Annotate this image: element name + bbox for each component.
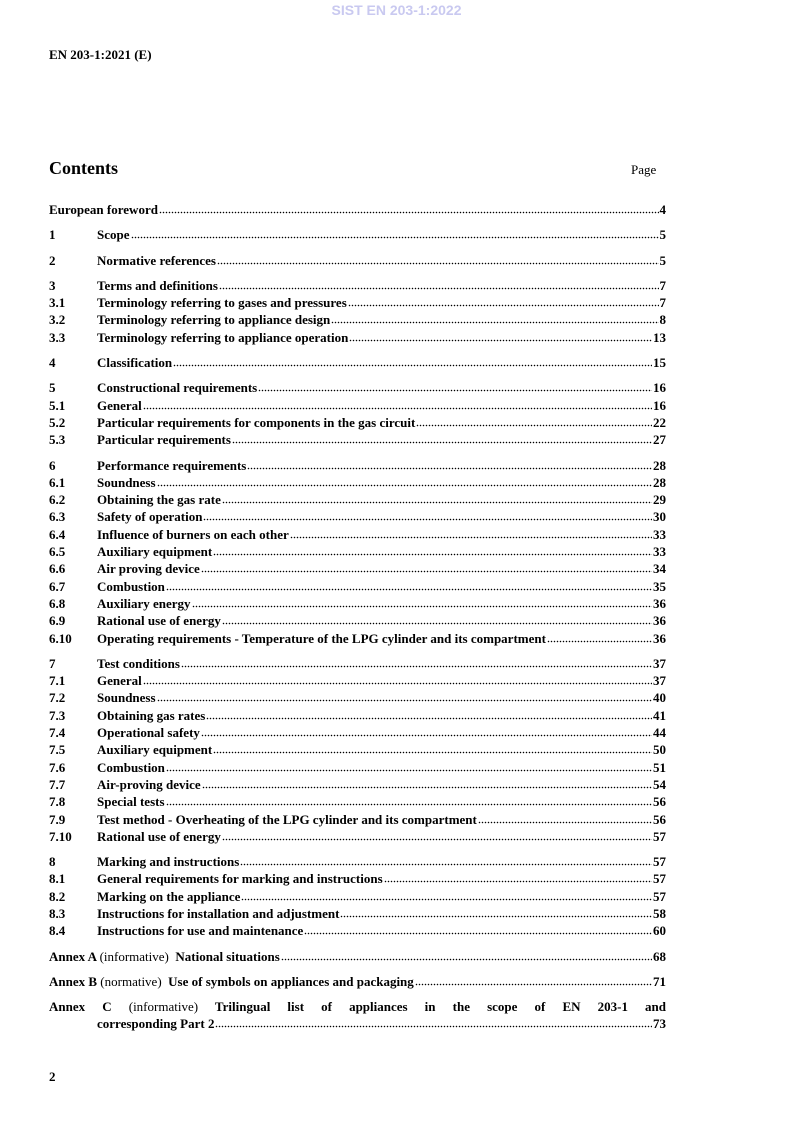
toc-entry[interactable]: [49, 828, 666, 845]
toc-entry-page: 22: [653, 414, 666, 430]
toc-section: [49, 277, 666, 346]
toc-section: [49, 655, 666, 845]
toc-entry-number: 7.7: [49, 776, 66, 792]
toc-entry-number: 6.9: [49, 613, 66, 629]
dot-leader: [258, 382, 652, 392]
toc-entry-number: 7.6: [49, 759, 66, 775]
toc-entry-title: Air-proving device: [97, 776, 201, 792]
toc-entry[interactable]: [49, 672, 666, 689]
toc-entry-page: 50: [653, 742, 666, 758]
toc-section: [49, 201, 666, 218]
toc-entry-page: 41: [653, 707, 666, 723]
toc-entry-number: 8.2: [49, 888, 66, 904]
toc-section: [49, 354, 666, 371]
toc-entry-number: 6.2: [49, 492, 66, 508]
toc-entry-title: Terminology referring to appliance design: [97, 312, 331, 328]
toc-entry-page: 35: [653, 578, 666, 594]
toc-annex-entry[interactable]: [49, 998, 666, 1033]
dot-leader: [173, 357, 652, 367]
dot-leader: [213, 546, 652, 556]
dot-leader: [222, 831, 652, 841]
toc-entry-number: 8.1: [49, 871, 66, 887]
toc-entry-page: 57: [653, 888, 666, 904]
dot-leader: [166, 762, 652, 772]
dot-leader: [340, 908, 652, 918]
toc-entry-number: 7.2: [49, 690, 66, 706]
toc-entry-title: Influence of burners on each other: [97, 526, 289, 542]
dot-leader: [348, 297, 659, 307]
toc-entry-page: 57: [653, 854, 666, 870]
dot-leader: [213, 744, 652, 754]
dot-leader: [203, 511, 652, 521]
dot-leader: [232, 434, 652, 444]
toc-entry[interactable]: [49, 543, 666, 560]
toc-entry-page: 51: [653, 759, 666, 775]
dot-leader: [201, 563, 652, 573]
toc-entry-title: Rational use of energy: [97, 828, 221, 844]
dot-leader: [384, 873, 652, 883]
toc-entry-title: Rational use of energy: [97, 613, 221, 629]
watermark: SIST EN 203-1:2022: [331, 2, 462, 18]
dot-leader: [219, 280, 659, 290]
dot-leader: [331, 314, 658, 324]
toc-entry-title: Soundness: [97, 690, 156, 706]
toc-entry-title: Air proving device: [97, 561, 200, 577]
annex-title: National situations: [175, 948, 280, 964]
toc-entry-page: 37: [653, 673, 666, 689]
toc-entry-page: 28: [653, 457, 666, 473]
dot-leader: [157, 692, 652, 702]
toc-entry-number: 8: [49, 854, 56, 870]
toc-entry-title: Terminology referring to appliance operation: [97, 329, 349, 345]
toc-entry-page: 57: [653, 871, 666, 887]
toc-section: [49, 252, 666, 269]
toc-entry-page: 54: [653, 776, 666, 792]
toc-entry-page: 16: [653, 380, 666, 396]
toc-entry-number: 6.10: [49, 630, 72, 646]
toc-entry-title: General requirements for marking and instructions: [97, 871, 383, 887]
annex-line-1: [49, 998, 666, 1015]
toc-entry-number: 6.1: [49, 474, 66, 490]
toc-entry[interactable]: [49, 612, 666, 629]
dot-leader: [241, 891, 652, 901]
toc-entry-number: 6.8: [49, 595, 66, 611]
dot-leader: [215, 1018, 652, 1028]
dot-leader: [415, 976, 652, 986]
toc-entry[interactable]: [49, 870, 666, 887]
toc-entry-page: 7: [659, 277, 666, 293]
toc-entry-title: Obtaining gas rates: [97, 707, 206, 723]
toc-annex-entry[interactable]: [49, 973, 666, 990]
toc-entry-title: Auxiliary equipment: [97, 742, 213, 758]
toc-entry-number: 8.3: [49, 905, 66, 921]
toc-entry-number: 5.2: [49, 414, 66, 430]
toc-entry-page: 56: [653, 811, 666, 827]
toc-entry-page: 34: [653, 561, 666, 577]
dot-leader: [547, 633, 652, 643]
annex-heading: [49, 948, 280, 965]
dot-leader: [166, 581, 652, 591]
toc-entry[interactable]: [49, 689, 666, 706]
toc-entry-number: 1: [49, 227, 56, 243]
dot-leader: [281, 951, 652, 961]
annex-heading: [49, 973, 414, 990]
toc-entry-page: 16: [653, 397, 666, 413]
toc-entry-title: Combustion: [97, 578, 165, 594]
document-id-header: EN 203-1:2021 (E): [49, 47, 152, 62]
toc-entry[interactable]: [49, 560, 666, 577]
toc-entry-page: 8: [659, 312, 666, 328]
toc-entry-page: 27: [653, 432, 666, 448]
dot-leader: [157, 477, 652, 487]
toc-entry[interactable]: [49, 294, 666, 311]
toc-entry[interactable]: [49, 431, 666, 448]
toc-entry[interactable]: [49, 922, 666, 939]
toc-entry[interactable]: [49, 379, 666, 396]
dot-leader: [192, 598, 652, 608]
toc-entry[interactable]: [49, 888, 666, 905]
toc-entry[interactable]: [49, 397, 666, 414]
toc-entry-page: 40: [653, 690, 666, 706]
annex-title-line-2: corresponding Part 2: [97, 1016, 215, 1032]
page-column-label: Page: [631, 162, 657, 177]
toc-entry-number: 7.9: [49, 811, 66, 827]
toc-entry[interactable]: [49, 595, 666, 612]
toc-entry-page: 30: [653, 509, 666, 525]
dot-leader: [202, 779, 652, 789]
toc-entry[interactable]: [49, 457, 666, 474]
annex-title: Use of symbols on appliances and packaging: [168, 973, 414, 989]
dot-leader: [478, 814, 652, 824]
toc-entry-title: European foreword: [49, 202, 158, 217]
toc-entry-title: General: [97, 397, 142, 413]
toc-entry[interactable]: [49, 526, 666, 543]
toc-entry-page: 57: [653, 828, 666, 844]
toc-entry[interactable]: [49, 811, 666, 828]
toc-entry-page: 60: [653, 923, 666, 939]
toc-entry[interactable]: [49, 853, 666, 870]
toc-entry-title: Marking and instructions: [97, 854, 240, 870]
toc-entry[interactable]: [49, 252, 666, 269]
toc-entry-page: 58: [653, 905, 666, 921]
toc-entry[interactable]: [49, 277, 666, 294]
dot-leader: [166, 796, 652, 806]
annex-line: [49, 948, 666, 965]
toc-entry-title: Instructions for installation and adjustment: [97, 905, 340, 921]
toc-entry[interactable]: [49, 414, 666, 431]
toc-entry-number: 3.1: [49, 295, 66, 311]
dot-leader: [159, 204, 659, 214]
toc-entry-title: Test method - Overheating of the LPG cylinder and its compartment: [97, 811, 477, 827]
toc-entry[interactable]: [49, 707, 666, 724]
toc-entry-page: 5: [659, 227, 666, 243]
dot-leader: [222, 494, 652, 504]
toc-entry-page: 33: [653, 544, 666, 560]
toc-entry-page: 33: [653, 526, 666, 542]
annex-type: (normative): [100, 973, 162, 989]
toc-entry-page: 15: [653, 355, 666, 371]
toc-entry-page: 36: [653, 613, 666, 629]
toc-entry[interactable]: [49, 630, 666, 647]
toc-entry-title: Soundness: [97, 474, 156, 490]
annex-line: [49, 973, 666, 990]
toc-entry-title: Test conditions: [97, 655, 180, 671]
toc-entry-title: Operational safety: [97, 725, 200, 741]
dot-leader: [290, 529, 652, 539]
toc-entry-number: 6: [49, 457, 56, 473]
dot-leader: [304, 925, 652, 935]
toc-entry-title: Normative references: [97, 252, 216, 268]
page-number: 2: [49, 1069, 56, 1084]
toc-entry-page: 13: [653, 329, 666, 345]
dot-leader: [143, 675, 652, 685]
toc-entry-number: 6.3: [49, 509, 66, 525]
toc-entry-title: General: [97, 673, 142, 689]
toc-entry-page: 44: [653, 725, 666, 741]
toc-entry-number: 6.4: [49, 526, 66, 542]
toc-section: [49, 457, 666, 647]
contents-heading: Contents: [49, 158, 119, 178]
table-of-contents: [49, 201, 666, 1041]
dot-leader: [222, 615, 652, 625]
toc-entry-number: 7.3: [49, 707, 66, 723]
toc-entry-title: Particular requirements: [97, 432, 231, 448]
toc-entry-number: 5.1: [49, 397, 66, 413]
toc-entry[interactable]: [49, 311, 666, 328]
annex-label: Annex A: [49, 948, 97, 964]
toc-entry-number: 4: [49, 355, 56, 371]
toc-entry[interactable]: [49, 793, 666, 810]
toc-entry[interactable]: [49, 741, 666, 758]
toc-entry-title: Performance requirements: [97, 457, 247, 473]
toc-entry[interactable]: [49, 226, 666, 243]
toc-entry-page: 7: [659, 295, 666, 311]
toc-entry[interactable]: [49, 201, 666, 218]
toc-entry-title: Terms and definitions: [97, 277, 218, 293]
toc-entry[interactable]: [49, 759, 666, 776]
toc-entry-title: Instructions for use and maintenance: [97, 923, 304, 939]
toc-entry-title: Safety of operation: [97, 509, 203, 525]
annex-label: Annex B: [49, 973, 98, 989]
dot-leader: [247, 460, 652, 470]
dot-leader: [206, 710, 652, 720]
toc-entry-number: 7.1: [49, 673, 66, 689]
toc-entry-page: 73: [653, 1016, 666, 1032]
annex-type: (informative): [99, 948, 169, 964]
toc-entry[interactable]: [49, 508, 666, 525]
dot-leader: [217, 255, 659, 265]
toc-entry-number: 7.4: [49, 725, 66, 741]
dot-leader: [181, 658, 652, 668]
toc-entry-number: 6.5: [49, 544, 66, 560]
toc-entry-title: Operating requirements - Temperature of the LPG cylinder and its compartment: [97, 630, 546, 646]
dot-leader: [416, 417, 652, 427]
toc-entry-number: 7.5: [49, 742, 66, 758]
annex-line-2: [49, 1015, 666, 1032]
toc-entry-number: 6.7: [49, 578, 66, 594]
toc-entry-number: 3: [49, 277, 56, 293]
toc-entry-title: Obtaining the gas rate: [97, 492, 221, 508]
toc-entry-title: Particular requirements for components in the gas circuit: [97, 414, 416, 430]
annex-type: (informative): [128, 999, 199, 1015]
dot-leader: [349, 332, 652, 342]
toc-entry[interactable]: [49, 329, 666, 346]
toc-entry-number: 3.2: [49, 312, 66, 328]
toc-section: [49, 379, 666, 448]
toc-entry-number: 5.3: [49, 432, 66, 448]
toc-entry-page: 36: [653, 595, 666, 611]
toc-annex-entry[interactable]: [49, 948, 666, 965]
dot-leader: [201, 727, 652, 737]
toc-section: [49, 853, 666, 939]
toc-entry-page: 5: [659, 252, 666, 268]
dot-leader: [240, 856, 652, 866]
toc-entry-page: 68: [653, 948, 666, 964]
toc-entry-page: 28: [653, 474, 666, 490]
toc-entry-title: Auxiliary equipment: [97, 544, 213, 560]
toc-entry-number: 5: [49, 380, 56, 396]
toc-entry-title: Classification: [97, 355, 173, 371]
toc-entry[interactable]: [49, 905, 666, 922]
toc-entry-page: 56: [653, 794, 666, 810]
dot-leader: [131, 229, 659, 239]
toc-entry[interactable]: [49, 474, 666, 491]
toc-entry-number: 7.8: [49, 794, 66, 810]
toc-entry[interactable]: [49, 354, 666, 371]
toc-entry-title: Terminology referring to gases and pressures: [97, 295, 347, 311]
annex-label: Annex C: [49, 999, 112, 1015]
toc-entry-number: 7: [49, 655, 56, 671]
toc-entry[interactable]: [49, 491, 666, 508]
toc-entry-page: 4: [659, 202, 666, 217]
toc-entry-title: Marking on the appliance: [97, 888, 241, 904]
toc-entry-title: Combustion: [97, 759, 165, 775]
toc-entry-number: 8.4: [49, 923, 66, 939]
toc-entry-title: Scope: [97, 227, 130, 243]
toc-entry-title: Auxiliary energy: [97, 595, 191, 611]
toc-entry-title: Special tests: [97, 794, 165, 810]
toc-section: [49, 226, 666, 243]
toc-entry-page: 71: [653, 973, 666, 989]
toc-entry[interactable]: [49, 578, 666, 595]
toc-entry-number: 3.3: [49, 329, 66, 345]
toc-entry[interactable]: [49, 776, 666, 793]
toc-entry-number: 6.6: [49, 561, 66, 577]
toc-entry[interactable]: [49, 724, 666, 741]
toc-entry-page: 37: [653, 655, 666, 671]
toc-entry-page: 29: [653, 492, 666, 508]
toc-entry-title: Constructional requirements: [97, 380, 258, 396]
dot-leader: [143, 400, 652, 410]
toc-entry-number: 7.10: [49, 828, 72, 844]
toc-entry-number: 2: [49, 252, 56, 268]
annex-title-line-1: Trilingual list of appliances in the scope of EN 203-1 and: [214, 999, 667, 1015]
toc-entry[interactable]: [49, 655, 666, 672]
toc-entry-page: 36: [653, 630, 666, 646]
